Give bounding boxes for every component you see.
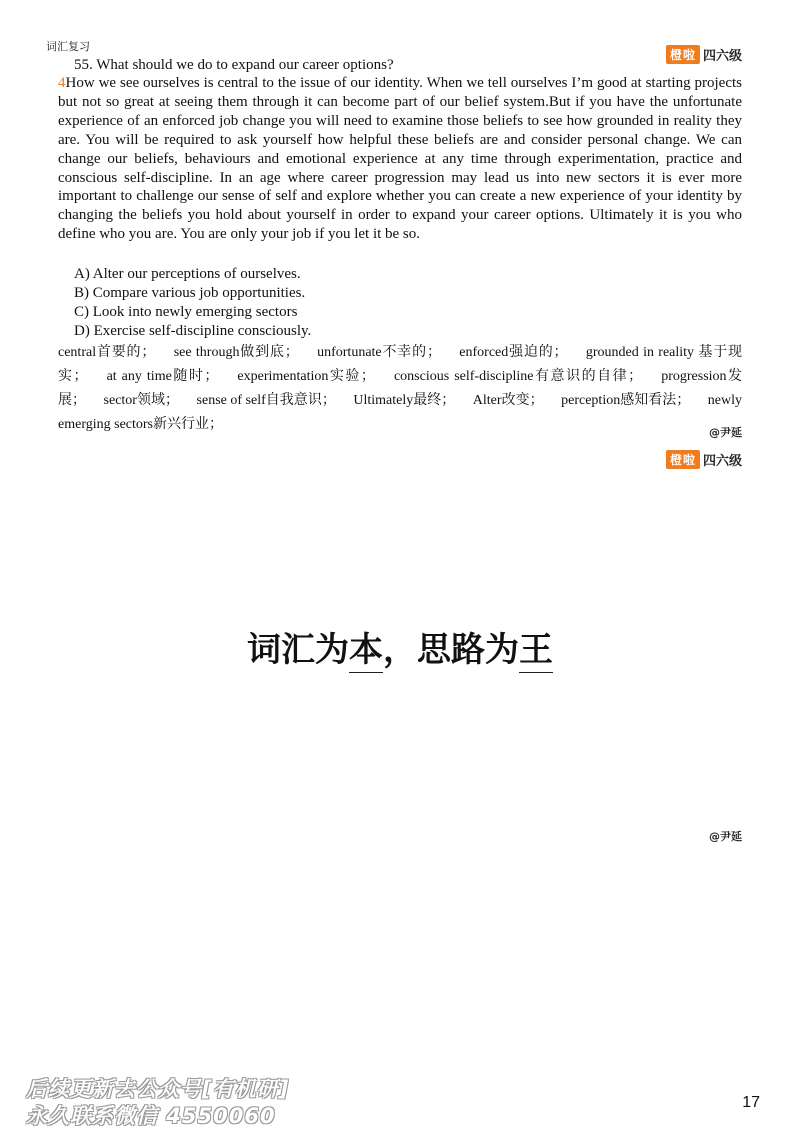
brand-badge-bottom xyxy=(666,450,742,469)
vocab-item: see through做到底； xyxy=(173,345,299,360)
passage-number: 4 xyxy=(58,75,66,91)
slogan-underlined-word: 本 xyxy=(349,630,383,673)
passage-text: How we see ourselves is central to the issue of our identity. When we tell ourselves I’m good at starting projects but not so great at seeing them through it can become part of our belief system.But if you have the unfortunate experience of an enforced job change you will need to examine those beliefs to see how grounded in reality they are. You will be required to ask yourself how helpful these beliefs are and consider personal change. We can change our beliefs, behaviours and emotional experience at any time through experimentation, practice and conscious self-discipline. In an age where career progression may lead us into new sectors it is ever more important to challenge our sense of self and explore whether you can create a new experience of your identity by changing the beliefs you hold about yourself in order to expand your career options. Ultimately it is you who define who you are. You are only your job if you let it be so. xyxy=(58,75,742,243)
vocab-item: Alter改变； xyxy=(472,393,544,408)
vocab-item: newly emerging sectors新兴行业； xyxy=(58,393,743,432)
brand-level: 四六级 xyxy=(702,49,742,64)
option-b: B) Compare various job opportunities. xyxy=(74,284,306,301)
option-d: D) Exercise self-discipline consciously. xyxy=(74,322,312,339)
page-number: 17 xyxy=(742,1094,760,1111)
brand-level: 四六级 xyxy=(702,454,742,469)
vocab-item: Ultimately最终； xyxy=(353,393,456,408)
author-signature: @尹延 xyxy=(709,830,742,843)
question-title: 55. What should we do to expand our career options? xyxy=(74,57,394,73)
vocab-item: conscious self-discipline有意识的自律； xyxy=(393,369,643,384)
slogan-underlined-word: 王 xyxy=(519,630,553,673)
vocab-item: sense of self自我意识； xyxy=(196,393,336,408)
vocab-item: enforced强迫的； xyxy=(459,345,568,360)
slogan xyxy=(0,622,800,671)
vocab-item: grounded in reality 基于现实； xyxy=(58,345,743,384)
brand-badge-top xyxy=(666,45,742,64)
vocab-item: experimentation实验； xyxy=(237,369,375,384)
option-a: A) Alter our perceptions of ourselves. xyxy=(74,266,301,282)
vocab-item: central首要的； xyxy=(58,345,156,360)
vocab-item: perception感知看法； xyxy=(561,393,691,408)
vocab-item: progression发展； xyxy=(58,369,743,408)
slogan-part: 词汇为 xyxy=(247,630,349,670)
watermark-line: 永久联系微信 4550060 xyxy=(26,1104,276,1128)
passage xyxy=(58,74,742,244)
vocab-item: unfortunate不幸的； xyxy=(317,345,441,360)
brand-logo: 橙啦 xyxy=(666,45,700,64)
option-c: C) Look into newly emerging sectors xyxy=(74,303,298,320)
author-signature: @尹延 xyxy=(709,426,742,439)
answer-options xyxy=(74,265,311,341)
section-label: 词汇复习 xyxy=(46,40,90,53)
watermark-line: 后续更新去公众号[有机研] xyxy=(26,1077,290,1101)
vocabulary-list xyxy=(58,341,742,437)
slogan-part: ，思路为 xyxy=(383,630,519,670)
vocab-item: sector领域； xyxy=(103,393,180,408)
watermark xyxy=(26,1076,289,1130)
vocab-item: at any time随时； xyxy=(106,369,219,384)
brand-logo: 橙啦 xyxy=(666,450,700,469)
